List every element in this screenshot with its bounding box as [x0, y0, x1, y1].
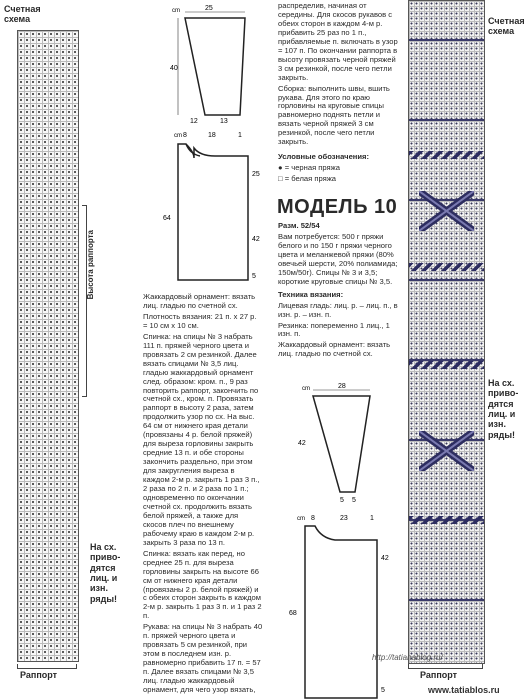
para-gauge: Плотность вязания: 21 п. х 27 р. = 10 см х 10 см.: [143, 311, 257, 330]
white-square-icon: □: [278, 174, 285, 184]
dim-h1: 42: [381, 555, 389, 562]
dim-unit: cm: [297, 516, 305, 522]
materials: Вам потребуется: 500 г пряжи белого и по 150 г пряжи черного цвета и меланжевой пряжи (80% овечьей шерсти, 20% полиамида; 150м/50г). Спицы № 3 и 3,5; короткие круговые спицы № 3,5.: [278, 231, 398, 286]
dim-h-total: 64: [163, 215, 171, 222]
para-sleeves: Рукава: на спицы № 3 набрать 40 п. пряжей черного цвета и провязать 5 см резинкой, при этом в последнем изн. р. равномерно прибавить 17 п. = 57 п. Далее вязать спицами № 3,5 лиц. гладью жаккардовый орнамент, для чего узор вязать,: [143, 622, 263, 694]
left-rapport-bracket: [17, 664, 77, 669]
technique-rib: Резинка: попеременно 1 лиц., 1 изн. п.: [278, 320, 390, 339]
dim-w-left: 8: [183, 132, 187, 139]
black-dot-icon: ●: [278, 163, 285, 173]
zigzag-band: [409, 263, 484, 271]
dim-h2: 40: [170, 65, 178, 72]
pattern-diagram-body: [160, 128, 270, 288]
right-note: На сх. приво- дятся лиц. и изн. ряды!: [488, 378, 519, 440]
dim-h2: 68: [289, 610, 297, 617]
dim-top-width: 25: [205, 5, 213, 12]
zigzag-band: [409, 151, 484, 159]
pattern-diagram-front: [285, 510, 400, 700]
dim-unit: cm: [172, 8, 180, 14]
dim-h: 42: [298, 440, 306, 447]
instructions-left-column: [143, 293, 263, 697]
zigzag-band: [409, 516, 484, 524]
footer-site: www.tatiablos.ru: [428, 685, 500, 695]
x-motif: [419, 191, 474, 231]
right-rapport-label: Раппорт: [420, 670, 458, 680]
dim-unit: cm: [174, 133, 182, 139]
dim-h-bottom: 5: [252, 273, 256, 280]
left-scheme-label: Счетная схема: [4, 4, 41, 25]
dim-b2: 5: [352, 497, 356, 504]
instructions-right-column-top: [278, 2, 400, 186]
dim-top: 28: [338, 383, 346, 390]
zigzag-band: [409, 361, 484, 369]
dim-h-top: 25: [252, 171, 260, 178]
dim-w2: 23: [340, 515, 348, 522]
para-back2: Спинка: вязать как перед, но среднее 25 п. для выреза горловины закрыть на высоте 66 см от нижнего края детали (провязаны 2 р. белой пряжей) и с обеих сторон закрыть в каждом 2-м р. закрыть 1 раз 3 п. и 1 раз 2 п.: [143, 548, 262, 621]
technique-jacquard: Жаккардовый орнамент: вязать лиц. гладью по счетной сх.: [278, 340, 391, 359]
dim-w-mid: 18: [208, 132, 216, 139]
dim-h-mid: 42: [252, 236, 260, 243]
para-sleeve-cont: распределив, начиная от середины. Для скосов рукавов с обеих сторон в каждом 4-м р. прибавить 25 раз по 1 п., прибавляемые п. включать в узор = 107 п. По окончании раппорта в высоту провязать черной пряжей 3 см резинкой, после чего петли закрыть.: [278, 1, 398, 82]
dim-w1: 8: [311, 515, 315, 522]
right-rapport-bracket: [408, 664, 483, 669]
technique-stockinette: Лицевая гладь: лиц. р. – лиц. п., в изн. р. – изн. п.: [278, 300, 398, 319]
dim-w3: 1: [370, 515, 374, 522]
pattern-diagram-sleeve: [290, 380, 400, 505]
dim-b2: 13: [220, 118, 228, 125]
para-jacquard: Жаккардовый орнамент: вязать лиц. гладью по счетной сх.: [143, 292, 256, 310]
dim-w-right: 1: [238, 132, 242, 139]
dim-b1: 5: [340, 497, 344, 504]
dim-b1: 12: [190, 118, 198, 125]
left-note: На сх. приво- дятся лиц. и изн. ряды!: [90, 542, 121, 604]
left-rapport-label: Раппорт: [20, 670, 58, 680]
legend-title: Условные обозначения:: [278, 152, 370, 162]
technique-title: Техника вязания:: [278, 289, 344, 299]
left-counting-chart: [17, 30, 79, 662]
dim-unit: cm: [302, 386, 310, 392]
x-motif: [419, 431, 474, 471]
legend-black: ● = черная пряжа: [278, 163, 340, 173]
para-back: Спинка: на спицы № 3 набрать 111 п. пряжей черного цвета и провязать 2 см резинкой. Далее вязать спицами № 3,5 лиц. гладью жаккардовый орнамент след. образом: кром. п., 9 раз повторить раппорт, закончить по счетной сх., кром. п. Провязать раппорт в высоту 2 раза, затем продолжить узор по сх. На выс. 64 см от нижнего края детали (провязаны 4 р. белой пряжей) для выреза горловины закрыть средние 13 п. и обе стороны закончить раздельно, при этом для закругления выреза в каждом 2-м р. закрыть 1 раз 3 п., 2 раза по 2 п. и 2 раза по 1 п.; одновременно по окончании счетной сх. продолжить вязать белой пряжей, а также для скосов плеч по внешнему рабочему краю в каждом 2-м р. закрыть 3 раза по 13 п.: [143, 331, 260, 547]
watermark: http://tatianablog.ru/: [372, 653, 443, 662]
dim-h3: 5: [381, 687, 385, 694]
legend-white: □ = белая пряжа: [278, 174, 337, 184]
right-counting-chart: [408, 0, 485, 664]
para-assembly: Сборка: выполнить швы, вшить рукава. Для этого по краю горловины на круговые спицы равномерно поднять петли и вязать черной пряжей 3 см резинкой, после чего петли закрыть.: [278, 83, 390, 147]
model-info: [278, 222, 400, 361]
sizes: Разм. 52/54: [278, 221, 320, 230]
pattern-diagram-top: [160, 0, 265, 128]
right-scheme-label: Счетная схема: [488, 16, 525, 37]
left-repeat-height-label: Высота раппорта: [86, 230, 95, 300]
model-title: МОДЕЛЬ 10: [277, 196, 398, 218]
